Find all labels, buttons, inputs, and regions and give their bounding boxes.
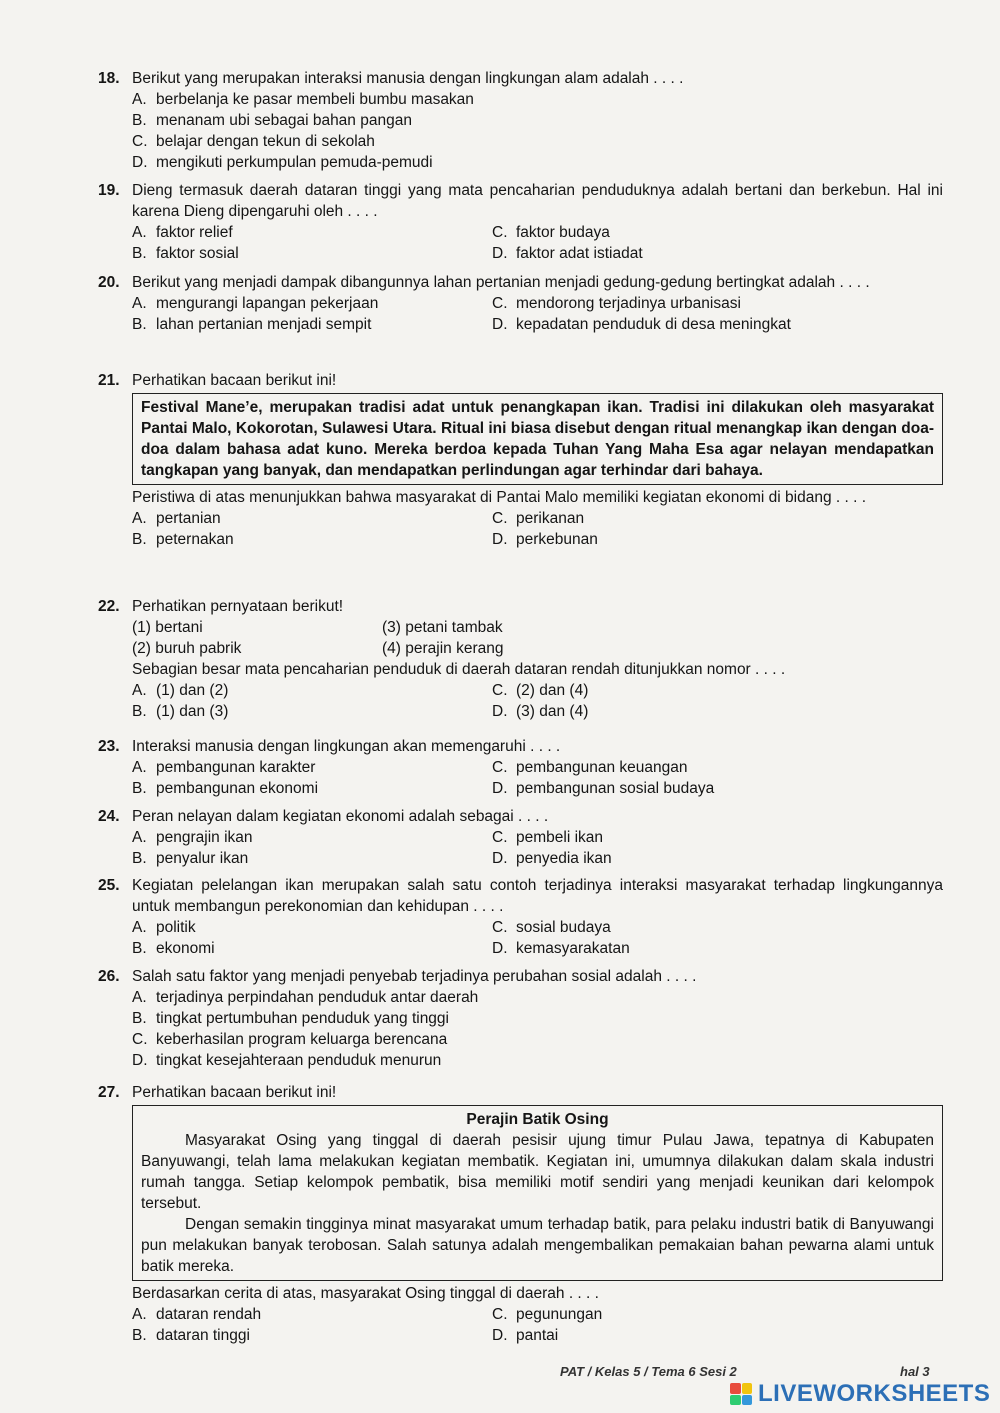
reading-passage [132,1105,943,1281]
question-text: Berikut yang merupakan interaksi manusia dengan lingkungan alam adalah . . . . [132,70,684,87]
question-text: Berikut yang menjadi dampak dibangunnya lahan pertanian menjadi gedung-gedung bertingkat adalah . . . . [132,274,870,291]
question-prompt: Sebagian besar mata pencaharian penduduk di daerah dataran rendah ditunjukkan nomor . . . . [132,661,786,678]
option-c[interactable]: C. perikanan [492,510,585,527]
option-b[interactable]: B. lahan pertanian menjadi sempit [132,316,372,333]
question-22 [98,596,943,722]
question-21 [98,370,943,550]
option-d[interactable]: D. (3) dan (4) [492,703,589,720]
question-text: Perhatikan bacaan berikut ini! [132,372,337,389]
question-text: Dieng termasuk daerah dataran tinggi yang mata pencaharian penduduknya adalah bertani dan berkebun. Hal ini karena Dieng dipengaruhi oleh . . . . [132,182,943,220]
question-25 [98,875,943,959]
statement: (3) petani tambak [382,619,503,636]
option-b[interactable]: B. dataran tinggi [132,1327,250,1344]
passage-paragraph: Dengan semakin tingginya minat masyarakat umum terhadap batik, para pelaku industri batik di Banyuwangi pun melakukan banyak terobosan. Salah satunya adalah mengembalikan pemakaian bahan pewarna alami untuk batik mereka. [141,1216,934,1275]
question-number: 26. [98,968,120,985]
question-18 [98,68,943,173]
logo-icon [730,1383,752,1405]
option-d[interactable]: D. faktor adat istiadat [492,245,643,262]
question-text: Kegiatan pelelangan ikan merupakan salah satu contoh terjadinya interaksi masyarakat terhadap lingkungannya untuk membangun perekonomian dan kehidupan . . . . [132,877,943,915]
option-a[interactable]: A. pengrajin ikan [132,829,253,846]
footer-label: PAT / Kelas 5 / Tema 6 Sesi 2 [560,1364,737,1379]
question-text: Peran nelayan dalam kegiatan ekonomi adalah sebagai . . . . [132,808,549,825]
question-prompt: Berdasarkan cerita di atas, masyarakat Osing tinggal di daerah . . . . [132,1285,599,1302]
question-24 [98,806,943,869]
option-b[interactable]: B. ekonomi [132,940,215,957]
option-d[interactable]: D. kepadatan penduduk di desa meningkat [492,316,791,333]
page-footer [560,1364,930,1379]
question-number: 19. [98,182,120,199]
statement-list [132,617,943,659]
option-d[interactable]: D. penyedia ikan [492,850,612,867]
question-number: 18. [98,70,120,87]
option-a[interactable]: A. pembangunan karakter [132,759,316,776]
option-a[interactable]: A. berbelanja ke pasar membeli bumbu masakan [132,91,474,108]
option-c[interactable]: C. mendorong terjadinya urbanisasi [492,295,741,312]
question-27 [98,1082,943,1346]
option-c[interactable]: C. (2) dan (4) [492,682,589,699]
passage-title: Perajin Batik Osing [466,1111,609,1128]
option-b[interactable]: B. tingkat pertumbuhan penduduk yang tinggi [132,1010,449,1027]
question-20 [98,272,943,335]
option-b[interactable]: B. peternakan [132,531,234,548]
question-number: 21. [98,372,120,389]
option-b[interactable]: B. penyalur ikan [132,850,249,867]
option-b[interactable]: B. (1) dan (3) [132,703,229,720]
option-c[interactable]: C. sosial budaya [492,919,611,936]
statement: (2) buruh pabrik [132,640,242,657]
option-d[interactable]: D. tingkat kesejahteraan penduduk menurun [132,1052,442,1069]
option-a[interactable]: A. terjadinya perpindahan penduduk antar daerah [132,989,479,1006]
option-b[interactable]: B. pembangunan ekonomi [132,780,319,797]
question-number: 20. [98,274,120,291]
question-number: 22. [98,598,120,615]
option-d[interactable]: D. kemasyarakatan [492,940,630,957]
question-26 [98,966,943,1071]
option-b[interactable]: B. menanam ubi sebagai bahan pangan [132,112,412,129]
option-a[interactable]: A. dataran rendah [132,1306,262,1323]
option-a[interactable]: A. (1) dan (2) [132,682,229,699]
question-text: Salah satu faktor yang menjadi penyebab terjadinya perubahan sosial adalah . . . . [132,968,697,985]
option-d[interactable]: D. pantai [492,1327,559,1344]
question-number: 24. [98,808,120,825]
option-c[interactable]: C. faktor budaya [492,224,610,241]
question-prompt: Peristiwa di atas menunjukkan bahwa masyarakat di Pantai Malo memiliki kegiatan ekonomi di bidang . . . . [132,489,867,506]
option-d[interactable]: D. perkebunan [492,531,598,548]
question-number: 25. [98,877,120,894]
question-number: 27. [98,1084,120,1101]
option-a[interactable]: A. pertanian [132,510,221,527]
option-c[interactable]: C. belajar dengan tekun di sekolah [132,133,375,150]
question-text: Perhatikan bacaan berikut ini! [132,1084,337,1101]
statement: (1) bertani [132,619,203,636]
option-c[interactable]: C. keberhasilan program keluarga berencana [132,1031,448,1048]
question-number: 23. [98,738,120,755]
option-a[interactable]: A. politik [132,919,196,936]
page-number: hal 3 [900,1364,930,1379]
option-a[interactable]: A. mengurangi lapangan pekerjaan [132,295,379,312]
brand-name: LIVEWORKSHEETS [758,1380,991,1407]
option-c[interactable]: C. pembeli ikan [492,829,604,846]
option-c[interactable]: C. pegunungan [492,1306,603,1323]
option-c[interactable]: C. pembangunan keuangan [492,759,688,776]
liveworksheets-logo [730,1380,990,1408]
passage-paragraph: Masyarakat Osing yang tinggal di daerah pesisir ujung timur Pulau Jawa, tepatnya di Kabupaten Banyuwangi, telah lama melakukan kegiatan membatik. Kegiatan ini, umumnya dilakukan dalam skala industri rumah tangga. Setiap kelompok pembatik, bisa memiliki motif sendiri yang menjadi keunikan dari kelompok tersebut. [141,1132,934,1212]
question-text: Interaksi manusia dengan lingkungan akan memengaruhi . . . . [132,738,561,755]
statement: (4) perajin kerang [382,640,504,657]
question-19 [98,180,943,264]
question-23 [98,736,943,799]
option-d[interactable]: D. pembangunan sosial budaya [492,780,715,797]
option-b[interactable]: B. faktor sosial [132,245,239,262]
option-d[interactable]: D. mengikuti perkumpulan pemuda-pemudi [132,154,433,171]
option-a[interactable]: A. faktor relief [132,224,233,241]
question-text: Perhatikan pernyataan berikut! [132,598,344,615]
reading-passage: Festival Mane’e, merupakan tradisi adat untuk penangkapan ikan. Tradisi ini dilakukan oleh masyarakat Pantai Malo, Kokorotan, Sulawesi Utara. Ritual ini biasa disebut dengan ritual menangkap ikan dengan doa-doa dalam bahasa adat kuno. Mereka berdoa kepada Tuhan Yang Maha Esa agar nelayan mendapatkan tangkapan yang banyak, dan mendapatkan perlindungan agar terhindar dari bahaya. [132,393,943,485]
